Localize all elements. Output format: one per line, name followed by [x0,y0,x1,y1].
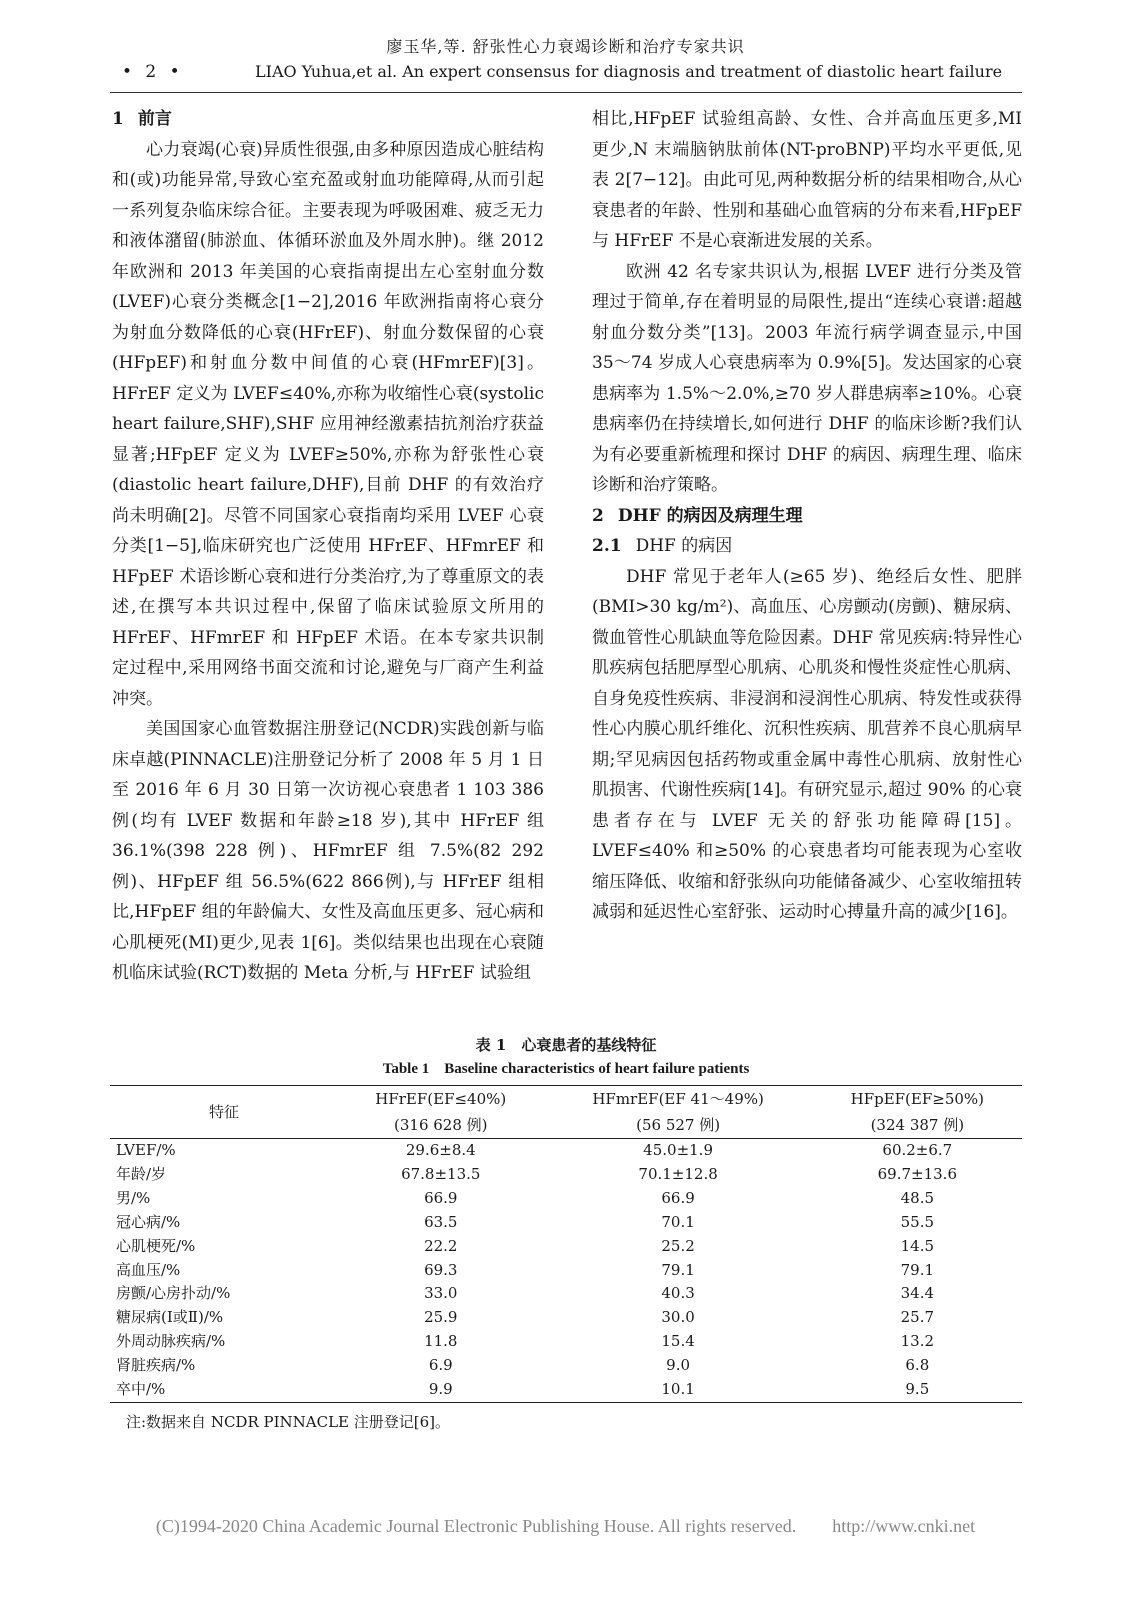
table-row [110,1139,1022,1163]
left-column [112,104,544,989]
table-cell: 69.7±13.6 [877,1164,957,1183]
page-number: • 2 • [122,62,184,82]
row-label: 男/% [116,1188,151,1207]
table-cell: 13.2 [900,1332,935,1351]
table-cell: 69.3 [424,1260,458,1279]
running-title-en: LIAO Yuhua,et al. An expert consensus for diagnosis and treatment of diastolic heart failure [255,62,1003,81]
table-cell: 79.1 [661,1260,695,1279]
table-caption-en: Table 1 Baseline characteristics of heart failure patients [382,1061,750,1077]
table-cell: 30.0 [661,1308,695,1327]
table-header-n: (324 387 例) [813,1112,1022,1139]
table-cell: 79.1 [900,1260,935,1279]
table-cell: 66.9 [424,1188,458,1207]
table-cell: 22.2 [424,1236,458,1255]
paragraph: 美国国家心血管数据注册登记(NCDR)实践创新与临床卓越(PINNACLE)注册登记分析了 2008 年 5 月 1 日至 2016 年 6 月 30 日第一次访视心衰患者 1 103 386 例(均有 LVEF 数据和年龄≥18 岁),其中 HFrEF 组 36.1%(398 228 例)、HFmrEF 组 7.5%(82 292 例)、HFpEF 组 56.5%(622 866例),与 HFrEF 组相比,HFpEF 组的年龄偏大、女性及高血压更多、冠心病和心肌梗死(MI)更少,见表 1[6]。类似结果也出现在心衰随机临床试验(RCT)数据的 Meta 分析,与 HFrEF 试验组 [112,719,544,983]
table-cell: 67.8±13.5 [401,1164,481,1183]
paragraph: 相比,HFpEF 试验组高龄、女性、合并高血压更多,MI 更少,N 末端脑钠肽前体(NT-proBNP)平均水平更低,见表 2[7−12]。由此可见,两种数据分析的结果相吻合,从心衰患者的年龄、性别和基础心血管病的分布来看,HFpEF 与 HFrEF 不是心衰渐进发展的关系。 [592,109,1022,251]
table-header-col: HFrEF(EF≤40%) [338,1086,544,1113]
section-heading: 1 前言 [112,109,172,129]
table-row [110,1378,1022,1402]
table-cell: 25.7 [900,1308,935,1327]
table-header-col: HFpEF(EF≥50%) [813,1086,1022,1113]
table-cell: 55.5 [900,1212,935,1231]
baseline-table [110,1085,1022,1403]
table-cell: 45.0±1.9 [643,1141,713,1159]
subsection-heading: 2.1 DHF 的病因 [592,536,733,556]
table-row [110,1330,1022,1354]
table-cell: 10.1 [544,1378,813,1402]
paragraph: 心力衰竭(心衰)异质性很强,由多种原因造成心脏结构和(或)功能异常,导致心室充盈或射血功能障碍,从而引起一系列复杂临床综合征。主要表现为呼吸困难、疲乏无力和液体潴留(肺淤血、体循环淤血及外周水肿)。继 2012 年欧洲和 2013 年美国的心衰指南提出左心室射血分数(LVEF)心衰分类概念[1−2],2016 年欧洲指南将心衰分为射血分数降低的心衰(HFrEF)、射血分数保留的心衰(HFpEF)和射血分数中间值的心衰(HFmrEF)[3]。HFrEF 定义为 LVEF≤40%,亦称为收缩性心衰(systolic heart failure,SHF),SHF 应用神经激素拮抗剂治疗获益显著;HFpEF 定义为 LVEF≥50%,亦称为舒张性心衰(diastolic heart failure,DHF),目前 DHF 的有效治疗尚未明确[2]。尽管不同国家心衰指南均采用 LVEF 心衰分类[1−5],临床研究也广泛使用 HFrEF、HFmrEF 和 HFpEF 术语诊断心衰和进行分类治疗,为了尊重原文的表述,在撰写本共识过程中,保留了临床试验原文所用的 HFrEF、HFmrEF 和 HFpEF 术语。在本专家共识制定过程中,采用网络书面交流和讨论,避免与厂商产生利益冲突。 [112,139,544,709]
table-cell: 60.2±6.7 [882,1141,953,1159]
row-label: 高血压/% [116,1260,181,1279]
running-title-cn: 廖玉华,等. 舒张性心力衰竭诊断和治疗专家共识 [386,37,745,56]
table-cell: 25.9 [424,1308,458,1327]
table-row [110,1354,1022,1378]
table-cell: 70.1±12.8 [638,1164,718,1183]
row-label: 外周动脉疾病/% [116,1332,226,1351]
header-rule [110,92,1022,93]
table-cell: 66.9 [661,1188,695,1207]
table-cell: 34.4 [900,1284,935,1303]
table-cell: 11.8 [424,1332,458,1351]
table-row [110,1282,1022,1306]
row-label: 卒中/% [110,1378,338,1402]
table-row [110,1259,1022,1283]
table-header-col: HFmrEF(EF 41～49%) [544,1086,813,1113]
copyright-footer: (C)1994-2020 China Academic Journal Electronic Publishing House. All rights reserved. http://www.cnki.net [155,1516,976,1536]
table-row [110,1306,1022,1330]
section-heading: 2 DHF 的病因及病理生理 [592,505,803,526]
table-row [110,1211,1022,1235]
table-cell: 9.5 [813,1378,1022,1402]
table-cell: 9.9 [338,1378,544,1402]
table-cell: 9.0 [666,1356,691,1375]
table-row [110,1235,1022,1259]
paragraph: 欧洲 42 名专家共识认为,根据 LVEF 进行分类及管理过于简单,存在着明显的局限性,提出“连续心衰谱:超越射血分数分类”[13]。2003 年流行病学调查显示,中国 35～74 岁成人心衰患病率为 0.9%[5]。发达国家的心衰患病率为 1.5%～2.0%,≥70 岁人群患病率≥10%。心衰患病率仍在持续增长,如何进行 DHF 的临床诊断?我们认为有必要重新梳理和探讨 DHF 的病因、病理生理、临床诊断和治疗策略。 [592,261,1022,495]
table-row [110,1163,1022,1187]
table-header-feature: 特征 [110,1086,338,1139]
right-column [592,104,1022,928]
table-cell: 25.2 [661,1236,695,1255]
table-cell: 6.9 [428,1356,453,1375]
table-cell: 63.5 [424,1212,458,1231]
row-label: 房颤/心房扑动/% [116,1284,231,1303]
row-label: 糖尿病(Ⅰ或Ⅱ)/% [116,1308,224,1327]
table-header-n: (316 628 例) [338,1112,544,1139]
table-cell: 6.8 [905,1356,930,1375]
row-label: 肾脏疾病/% [116,1356,196,1375]
table-cell: 40.3 [661,1284,695,1303]
table-header-n: (56 527 例) [544,1112,813,1139]
table-cell: 15.4 [661,1332,695,1351]
row-label: 心肌梗死/% [116,1236,196,1255]
table-cell: 70.1 [661,1212,695,1231]
row-label: 年龄/岁 [116,1164,167,1183]
table-1 [110,1033,1022,1432]
table-cell: 29.6±8.4 [405,1141,476,1159]
table-row [110,1187,1022,1211]
table-cell: 48.5 [900,1188,935,1207]
table-note: 注:数据来自 NCDR PINNACLE 注册登记[6]。 [126,1412,451,1431]
table-cell: 14.5 [900,1236,935,1255]
row-label: LVEF/% [116,1141,176,1159]
table-caption-cn: 表 1 心衰患者的基线特征 [475,1036,657,1054]
table-cell: 33.0 [424,1284,458,1303]
row-label: 冠心病/% [116,1212,181,1231]
paragraph: DHF 常见于老年人(≥65 岁)、绝经后女性、肥胖(BMI>30 kg/m²)、高血压、心房颤动(房颤)、糖尿病、微血管性心肌缺血等危险因素。DHF 常见疾病:特异性心肌疾病包括肥厚型心肌病、心肌炎和慢性炎症性心肌病、自身免疫性疾病、非浸润和浸润性心肌病、特发性或获得性心内膜心肌纤维化、沉积性疾病、肌营养不良心肌病早期;罕见病因包括药物或重金属中毒性心肌病、放射性心肌损害、代谢性疾病[14]。有研究显示,超过 90% 的心衰患者存在与 LVEF 无关的舒张功能障碍[15]。LVEF≤40% 和≥50% 的心衰患者均可能表现为心室收缩压降低、收缩和舒张纵向功能储备减少、心室收缩扭转减弱和延迟性心室舒张、运动时心搏量升高的减少[16]。 [592,566,1022,922]
